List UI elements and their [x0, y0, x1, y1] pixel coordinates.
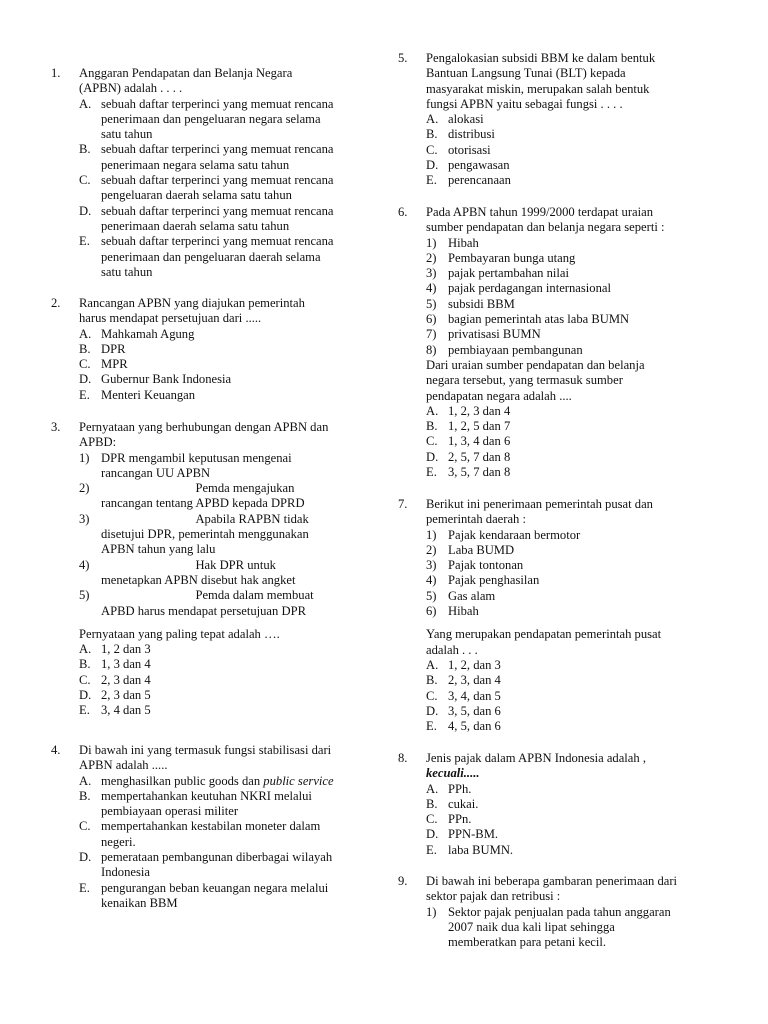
question-number: 3. — [51, 420, 61, 434]
option-letter: C. — [79, 357, 91, 372]
question-stem — [426, 205, 694, 236]
question-stem-text: Berikut ini penerimaan pemerintah pusat dan pemerintah daerah : — [426, 497, 653, 527]
option-letter: D. — [79, 372, 92, 387]
option-text-main: 3, 4 dan 5 — [101, 703, 151, 718]
option-letter: C. — [79, 672, 91, 687]
answer-option — [398, 158, 694, 173]
answer-option — [398, 812, 694, 827]
option-text — [448, 434, 694, 449]
option-letter: B. — [79, 657, 91, 672]
option-text — [101, 327, 347, 342]
option-text — [101, 881, 347, 912]
option-text-main: 3, 4, dan 5 — [448, 688, 501, 703]
option-text-main: MPR — [101, 357, 128, 372]
statement-text: pajak perdagangan internasional — [448, 281, 611, 296]
statement-text: DPR mengambil keputusan mengenai rancangan UU APBN — [101, 450, 292, 480]
answer-option — [398, 127, 694, 142]
option-text-main: PPh. — [448, 781, 472, 796]
statement-item — [51, 512, 347, 558]
statement-item — [398, 604, 694, 619]
question-number: 4. — [51, 743, 61, 757]
option-text — [101, 673, 347, 688]
statement-number: 6) — [426, 604, 437, 619]
option-text — [101, 703, 347, 718]
option-text — [101, 819, 347, 850]
option-text-main: sebuah daftar terperinci yang memuat rencana penerimaan dan pengeluaran negara selama satu tahun — [101, 96, 334, 142]
answer-option — [398, 704, 694, 719]
question-stem-row — [398, 497, 694, 528]
option-text — [448, 658, 694, 673]
statement-item — [398, 558, 694, 573]
statement-item — [51, 451, 347, 482]
option-letter: D. — [426, 827, 439, 842]
option-text — [448, 673, 694, 688]
option-text-main: 1, 2, 3 dan 4 — [448, 403, 511, 418]
option-letter: A. — [79, 326, 92, 341]
statement-number: 5) — [79, 588, 90, 603]
option-letter: B. — [79, 788, 91, 803]
answer-option — [398, 112, 694, 127]
option-text-main: menghasilkan public goods dan — [101, 773, 264, 788]
option-letter: C. — [426, 434, 438, 449]
option-text — [448, 689, 694, 704]
question-q8 — [398, 751, 694, 858]
statement-item — [51, 588, 347, 619]
option-text-italic: public service — [263, 773, 334, 788]
answer-option — [51, 342, 347, 357]
answer-option — [51, 97, 347, 143]
option-letter: E. — [426, 842, 437, 857]
answer-option — [398, 782, 694, 797]
option-text-main: DPR — [101, 341, 126, 356]
statement-text: bagian pemerintah atas laba BUMN — [448, 312, 630, 327]
answer-option — [51, 703, 347, 718]
question-stem-text: Anggaran Pendapatan dan Belanja Negara (APBN) adalah . . . . — [79, 66, 293, 96]
question-stem-emphasis: kecuali..... — [426, 766, 480, 781]
option-letter: D. — [79, 203, 92, 218]
statement-text: Hibah — [448, 604, 479, 619]
statement-item — [398, 543, 694, 558]
answer-option — [398, 404, 694, 419]
option-letter: A. — [79, 642, 92, 657]
statement-text: Pemda mengajukan rancangan tentang APBD kepada DPRD — [101, 481, 305, 511]
statement-number: 1) — [426, 527, 437, 542]
statement-number: 5) — [426, 588, 437, 603]
statement-number: 2) — [426, 250, 437, 265]
statement-number: 3) — [426, 558, 437, 573]
option-text-main: 2, 3 dan 5 — [101, 688, 151, 703]
answer-option — [398, 419, 694, 434]
question-stem-text: Jenis pajak dalam APBN Indonesia adalah , — [426, 751, 646, 765]
statement-number: 1) — [426, 904, 437, 919]
option-letter: E. — [79, 234, 90, 249]
option-letter: A. — [79, 773, 92, 788]
question-prompt: Yang merupakan pendapatan pemerintah pusat adalah . . . — [426, 627, 662, 657]
option-letter: B. — [426, 419, 438, 434]
option-text — [448, 812, 694, 827]
option-text-main: pemerataan pembangunan diberbagai wilayah Indonesia — [101, 850, 333, 880]
option-text-main: Gubernur Bank Indonesia — [101, 372, 232, 387]
statement-item — [398, 343, 694, 358]
option-letter: E. — [79, 387, 90, 402]
question-stem — [426, 51, 694, 112]
statement-text: Hibah — [448, 235, 479, 250]
question-stem-text: Pada APBN tahun 1999/2000 terdapat uraian sumber pendapatan dan belanja negara seperti : — [426, 205, 665, 235]
option-text-main: 1, 2, 5 dan 7 — [448, 419, 511, 434]
question-stem — [79, 743, 347, 774]
question-q3 — [51, 420, 347, 719]
answer-option — [398, 797, 694, 812]
question-prompt: Dari uraian sumber pendapatan dan belanja negara tersebut, yang termasuk sumber pendapatan negara adalah .... — [426, 357, 645, 403]
option-text-main: 2, 3 dan 4 — [101, 672, 151, 687]
answer-option — [51, 173, 347, 204]
statement-item — [398, 312, 694, 327]
option-text — [101, 688, 347, 703]
option-letter: A. — [79, 96, 92, 111]
question-stem-text: Di bawah ini beberapa gambaran penerimaan dari sektor pajak dan retribusi : — [426, 874, 678, 904]
answer-option — [398, 673, 694, 688]
answer-option — [398, 719, 694, 734]
question-stem-text: Pernyataan yang berhubungan dengan APBN dan APBD: — [79, 420, 329, 450]
question-stem-row — [398, 51, 694, 112]
option-text — [448, 719, 694, 734]
statement-number: 1) — [426, 235, 437, 250]
option-text-main: Menteri Keuangan — [101, 387, 196, 402]
question-q9 — [398, 874, 694, 950]
question-stem-row — [51, 66, 347, 97]
option-letter: E. — [79, 703, 90, 718]
answer-option — [51, 673, 347, 688]
option-letter: B. — [426, 127, 438, 142]
answer-option — [51, 234, 347, 280]
question-stem-text: Rancangan APBN yang diajukan pemerintah harus mendapat persetujuan dari ..... — [79, 296, 305, 326]
question-number: 2. — [51, 296, 61, 310]
question-stem-text: Pengalokasian subsidi BBM ke dalam bentuk Bantuan Langsung Tunai (BLT) kepada masyarakat miskin, merupakan salah bentuk fungsi APBN yaitu sebagai fungsi . . . . — [426, 51, 656, 111]
statement-number: 8) — [426, 342, 437, 357]
option-letter: A. — [426, 403, 439, 418]
option-text — [448, 112, 694, 127]
statement-item — [51, 558, 347, 589]
option-text — [448, 450, 694, 465]
option-text — [448, 127, 694, 142]
option-text-main: pengawasan — [448, 158, 510, 173]
question-stem-row — [398, 205, 694, 236]
answer-option — [51, 850, 347, 881]
answer-option — [51, 327, 347, 342]
option-letter: C. — [426, 812, 438, 827]
question-q1 — [51, 66, 347, 280]
option-text — [101, 342, 347, 357]
statement-text: Pajak tontonan — [448, 558, 524, 573]
question-q5 — [398, 51, 694, 189]
option-text-main: 1, 2 dan 3 — [101, 642, 151, 657]
option-text-main: cukai. — [448, 796, 479, 811]
answer-option — [51, 388, 347, 403]
question-stem-row — [51, 743, 347, 774]
option-text — [448, 404, 694, 419]
statement-text: Hak DPR untuk menetapkan APBN disebut hak angket — [101, 557, 296, 587]
option-text-main: mempertahankan kestabilan moneter dalam negeri. — [101, 819, 321, 849]
option-text — [101, 388, 347, 403]
option-letter: A. — [426, 781, 439, 796]
option-text — [448, 158, 694, 173]
statement-text: privatisasi BUMN — [448, 327, 541, 342]
answer-option — [398, 689, 694, 704]
statement-item — [398, 905, 694, 951]
option-text — [448, 704, 694, 719]
answer-option — [51, 774, 347, 789]
option-text — [101, 850, 347, 881]
option-text-main: PPN-BM. — [448, 827, 499, 842]
spacer — [51, 619, 347, 627]
option-text-main: 4, 5, dan 6 — [448, 719, 501, 734]
option-letter: A. — [426, 657, 439, 672]
answer-option — [51, 819, 347, 850]
option-text — [101, 774, 347, 789]
question-number: 7. — [398, 497, 408, 511]
option-letter: E. — [426, 173, 437, 188]
option-letter: B. — [426, 673, 438, 688]
statement-number: 4) — [426, 573, 437, 588]
option-text-main: 1, 3, 4 dan 6 — [448, 434, 511, 449]
question-number: 1. — [51, 66, 61, 80]
option-text-main: otorisasi — [448, 142, 491, 157]
question-q6 — [398, 205, 694, 480]
statement-item — [398, 589, 694, 604]
statement-item — [398, 573, 694, 588]
option-text — [448, 827, 694, 842]
option-text-main: alokasi — [448, 112, 484, 127]
statement-text: Pajak penghasilan — [448, 573, 540, 588]
option-text — [101, 642, 347, 657]
option-text-main: 3, 5, dan 6 — [448, 703, 501, 718]
statement-text: Sektor pajak penjualan pada tahun anggaran 2007 naik dua kali lipat sehingga memberatkan para petani kecil. — [448, 904, 671, 950]
option-letter: B. — [426, 796, 438, 811]
option-text-main: sebuah daftar terperinci yang memuat rencana pengeluaran daerah selama satu tahun — [101, 173, 334, 203]
option-letter: E. — [426, 465, 437, 480]
option-text — [101, 204, 347, 235]
option-letter: E. — [426, 719, 437, 734]
option-letter: D. — [426, 449, 439, 464]
option-text-main: 2, 3, dan 4 — [448, 673, 501, 688]
question-number: 8. — [398, 751, 408, 765]
option-text-main: distribusi — [448, 127, 495, 142]
answer-option — [398, 434, 694, 449]
answer-option — [51, 142, 347, 173]
question-stem-text: Di bawah ini yang termasuk fungsi stabilisasi dari APBN adalah ..... — [79, 743, 332, 773]
option-text-main: 1, 3 dan 4 — [101, 657, 151, 672]
statement-text: Pemda dalam membuat APBD harus mendapat persetujuan DPR — [101, 588, 314, 618]
answer-option — [398, 658, 694, 673]
statement-item — [398, 236, 694, 251]
option-text — [101, 372, 347, 387]
option-text — [101, 234, 347, 280]
statement-text: subsidi BBM — [448, 296, 515, 311]
option-text — [101, 97, 347, 143]
statement-item — [398, 297, 694, 312]
statement-number: 1) — [79, 450, 90, 465]
spacer — [398, 619, 694, 627]
question-stem — [79, 420, 347, 451]
question-number: 9. — [398, 874, 408, 888]
question-stem — [426, 751, 694, 782]
statement-text: Laba BUMD — [448, 542, 515, 557]
answer-option — [51, 642, 347, 657]
answer-option — [51, 789, 347, 820]
answer-option — [51, 657, 347, 672]
option-text-main: 3, 5, 7 dan 8 — [448, 465, 511, 480]
statement-text: pajak pertambahan nilai — [448, 266, 569, 281]
option-letter: C. — [426, 142, 438, 157]
answer-option — [398, 173, 694, 188]
statement-text: Pajak kendaraan bermotor — [448, 527, 581, 542]
statement-number: 3) — [426, 266, 437, 281]
question-q4 — [51, 743, 347, 911]
statement-item — [398, 528, 694, 543]
question-prompt: Pernyataan yang paling tepat adalah …. — [79, 626, 280, 641]
option-text-main: perencanaan — [448, 173, 511, 188]
option-text-main: pengurangan beban keuangan negara melalui kenaikan BBM — [101, 880, 329, 910]
answer-option — [398, 465, 694, 480]
option-text — [101, 173, 347, 204]
option-letter: C. — [426, 688, 438, 703]
statement-number: 3) — [79, 511, 90, 526]
statement-number: 4) — [79, 557, 90, 572]
option-letter: E. — [79, 880, 90, 895]
option-letter: D. — [426, 158, 439, 173]
option-text — [101, 657, 347, 672]
question-stem — [79, 66, 347, 97]
statement-item — [398, 327, 694, 342]
option-text — [448, 419, 694, 434]
statement-number: 7) — [426, 327, 437, 342]
answer-option — [51, 881, 347, 912]
question-stem-row — [51, 296, 347, 327]
option-text — [448, 143, 694, 158]
statement-number: 5) — [426, 296, 437, 311]
statement-item — [398, 266, 694, 281]
question-stem — [426, 497, 694, 528]
statement-text: pembiayaan pembangunan — [448, 342, 583, 357]
option-text — [101, 789, 347, 820]
statement-item — [398, 251, 694, 266]
option-text-main: laba BUMN. — [448, 842, 514, 857]
option-letter: D. — [426, 703, 439, 718]
answer-option — [398, 450, 694, 465]
option-text-main: 1, 2, dan 3 — [448, 657, 501, 672]
answer-option — [398, 827, 694, 842]
answer-option — [51, 688, 347, 703]
option-letter: A. — [426, 112, 439, 127]
option-letter: C. — [79, 173, 91, 188]
option-text-main: 2, 5, 7 dan 8 — [448, 449, 511, 464]
answer-option — [51, 372, 347, 387]
question-q7 — [398, 497, 694, 734]
option-text — [448, 173, 694, 188]
option-text — [101, 357, 347, 372]
question-number: 5. — [398, 51, 408, 65]
option-letter: D. — [79, 688, 92, 703]
option-text — [448, 843, 694, 858]
statement-number: 6) — [426, 312, 437, 327]
statement-item — [398, 281, 694, 296]
answer-option — [51, 204, 347, 235]
option-letter: C. — [79, 819, 91, 834]
statement-number: 4) — [426, 281, 437, 296]
option-letter: D. — [79, 850, 92, 865]
option-text — [448, 782, 694, 797]
answer-option — [51, 357, 347, 372]
option-text — [448, 797, 694, 812]
question-stem — [426, 874, 694, 905]
question-stem-row — [51, 420, 347, 451]
option-text-main: PPn. — [448, 812, 472, 827]
statement-item — [51, 481, 347, 512]
option-text-main: mempertahankan keutuhan NKRI melalui pembiayaan operasi militer — [101, 788, 312, 819]
option-text — [448, 465, 694, 480]
question-q2 — [51, 296, 347, 403]
option-letter: B. — [79, 142, 91, 157]
question-stem-row — [398, 751, 694, 782]
statement-text: Gas alam — [448, 588, 496, 603]
option-text-main: Mahkamah Agung — [101, 326, 195, 341]
statement-number: 2) — [426, 542, 437, 557]
statement-number: 2) — [79, 481, 90, 496]
answer-option — [398, 143, 694, 158]
question-stem-row — [398, 874, 694, 905]
question-number: 6. — [398, 205, 408, 219]
option-text-main: sebuah daftar terperinci yang memuat rencana penerimaan dan pengeluaran daerah selama satu tahun — [101, 234, 334, 279]
answer-option — [398, 843, 694, 858]
option-text-main: sebuah daftar terperinci yang memuat rencana penerimaan daerah selama satu tahun — [101, 203, 334, 233]
option-letter: B. — [79, 341, 91, 356]
option-text-main: sebuah daftar terperinci yang memuat rencana penerimaan negara selama satu tahun — [101, 142, 334, 172]
statement-text: Pembayaran bunga utang — [448, 250, 576, 265]
statement-text: Apabila RAPBN tidak disetujui DPR, pemerintah menggunakan APBN tahun yang lalu — [101, 511, 309, 557]
option-text — [101, 142, 347, 173]
question-stem — [79, 296, 347, 327]
